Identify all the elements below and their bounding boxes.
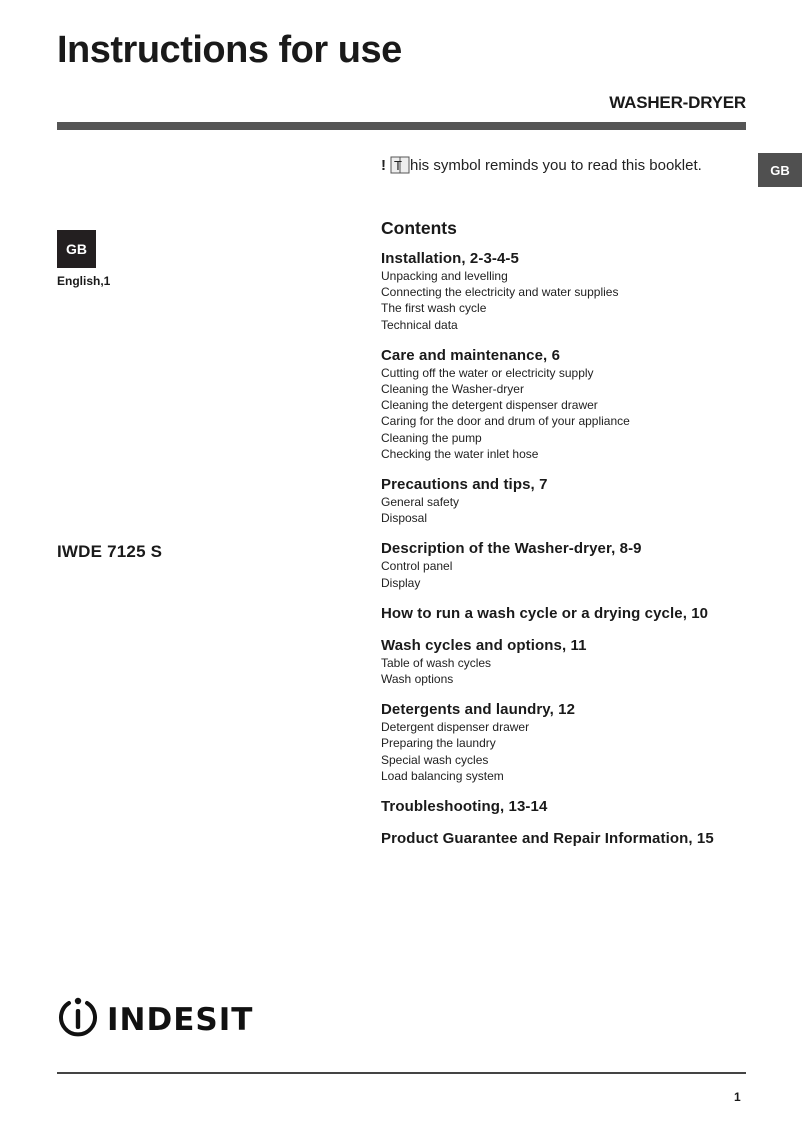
toc-item[interactable]: Connecting the electricity and water supplies: [381, 285, 619, 300]
toc-section-troubleshooting: [381, 798, 781, 816]
brand-logo: [57, 995, 253, 1044]
toc-item[interactable]: Caring for the door and drum of your appliance: [381, 414, 630, 429]
toc-item[interactable]: Special wash cycles: [381, 752, 489, 767]
warning-mark: !: [381, 156, 386, 174]
toc-section-care: [381, 347, 781, 462]
toc-section-title[interactable]: Description of the Washer-dryer, 8-9: [381, 540, 642, 558]
product-type: WASHER-DRYER: [609, 93, 746, 112]
indesit-logo-icon: [57, 995, 99, 1044]
toc-item[interactable]: Cleaning the Washer-dryer: [381, 382, 524, 397]
page-number: 1: [734, 1090, 741, 1104]
toc-section-title[interactable]: Troubleshooting, 13-14: [381, 798, 548, 816]
notice-text: his symbol reminds you to read this booklet.: [410, 156, 702, 174]
toc-item[interactable]: Cleaning the detergent dispenser drawer: [381, 398, 598, 413]
toc-item[interactable]: Table of wash cycles: [381, 655, 492, 670]
toc-item[interactable]: Cleaning the pump: [381, 430, 482, 445]
toc-item[interactable]: Load balancing system: [381, 768, 504, 783]
toc-section-precautions: [381, 476, 781, 526]
book-icon: [390, 156, 410, 174]
toc-item[interactable]: General safety: [381, 495, 460, 510]
toc-item[interactable]: Control panel: [381, 559, 453, 574]
toc-item[interactable]: Disposal: [381, 511, 428, 526]
toc-section-title[interactable]: Care and maintenance, 6: [381, 346, 561, 364]
footer-divider: [57, 1072, 746, 1074]
toc-item[interactable]: Checking the water inlet hose: [381, 446, 539, 461]
toc-item[interactable]: Cutting off the water or electricity supply: [381, 365, 594, 380]
toc-section-title[interactable]: Detergents and laundry, 12: [381, 701, 576, 719]
toc-item[interactable]: The first wash cycle: [381, 301, 487, 316]
toc-item[interactable]: Detergent dispenser drawer: [381, 720, 530, 735]
toc-section-wash-cycles: [381, 637, 781, 687]
language-label: English,1: [57, 274, 111, 288]
toc-section-title[interactable]: Precautions and tips, 7: [381, 476, 548, 494]
toc-section-title[interactable]: Installation, 2-3-4-5: [381, 250, 519, 267]
language-side-tab: GB: [758, 153, 802, 187]
toc-section-guarantee: [381, 830, 781, 848]
model-number: IWDE 7125 S: [57, 542, 163, 561]
toc-item[interactable]: Technical data: [381, 317, 458, 332]
table-of-contents: [381, 217, 781, 862]
contents-heading: Contents: [381, 218, 457, 238]
toc-section-title[interactable]: Wash cycles and options, 11: [381, 636, 587, 654]
svg-text:T: T: [394, 158, 402, 173]
toc-item[interactable]: Display: [381, 575, 421, 590]
toc-item[interactable]: Wash options: [381, 672, 454, 687]
header-divider: [57, 122, 746, 130]
toc-item[interactable]: Unpacking and levelling: [381, 269, 508, 283]
language-badge: GB: [57, 230, 96, 268]
toc-section-title[interactable]: How to run a wash cycle or a drying cycle, 10: [381, 604, 709, 622]
toc-item[interactable]: Preparing the laundry: [381, 736, 496, 751]
toc-section-installation: [381, 250, 781, 333]
toc-section-description: [381, 540, 781, 590]
toc-section-title[interactable]: Product Guarantee and Repair Information, 15: [381, 830, 714, 848]
toc-section-how-to-run: [381, 605, 781, 623]
read-booklet-notice: [381, 156, 702, 174]
brand-name: INDESIT: [107, 1001, 254, 1038]
page-title: Instructions for use: [57, 29, 402, 71]
toc-section-detergents: [381, 701, 781, 784]
